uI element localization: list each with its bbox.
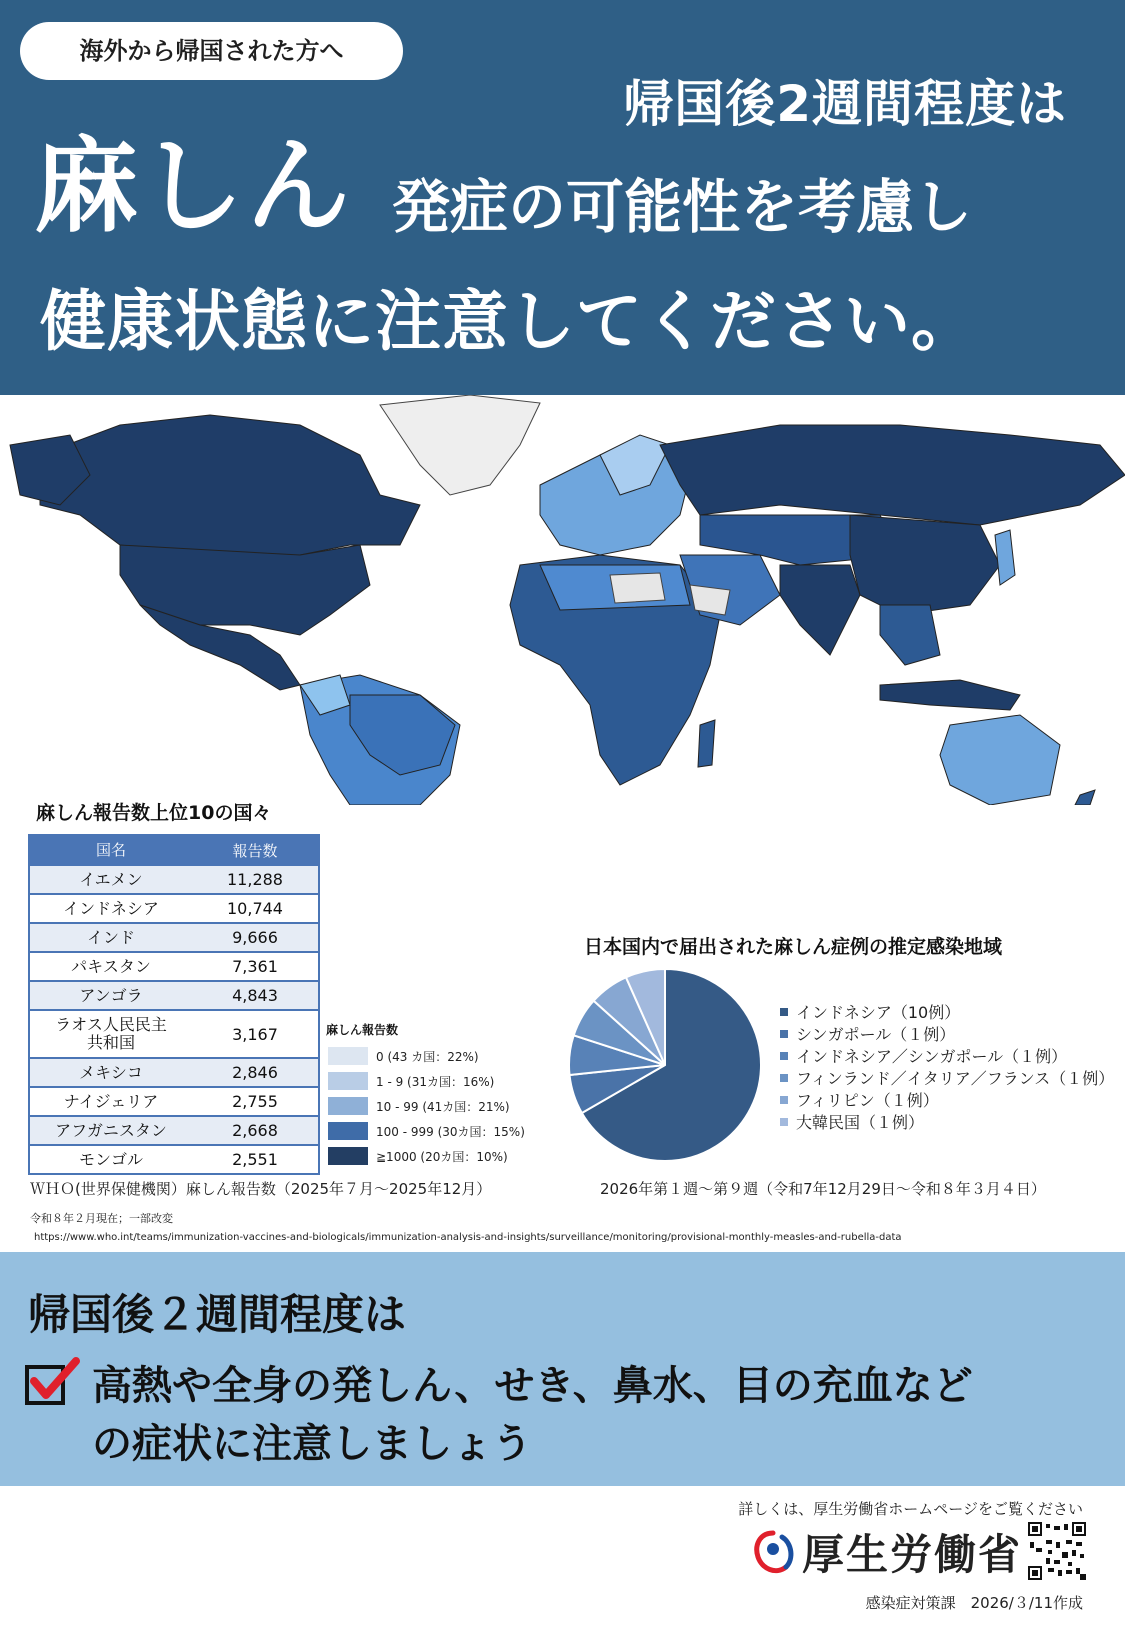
cell-count: 3,167 (232, 1024, 278, 1044)
top10-table (28, 834, 320, 1175)
pie-legend-swatch (780, 1030, 788, 1038)
cell-country: メキシコ (79, 1062, 143, 1082)
cell-count: 2,846 (232, 1063, 278, 1082)
cell-count: 2,755 (232, 1092, 278, 1111)
as-of-note: 令和８年２月現在；一部改変 (30, 1212, 173, 1225)
cell-country: モンゴル (78, 1149, 143, 1169)
table-row (30, 1088, 318, 1117)
legend-label: 1 - 9 (31カ国：16%) (376, 1074, 495, 1089)
pie-title: 日本国内で届出された麻しん症例の推定感染地域 (584, 936, 1003, 958)
pie-legend-swatch (780, 1096, 788, 1104)
pie-legend-label: インドネシア（10例） (796, 1003, 961, 1022)
cell-count: 4,843 (232, 986, 278, 1005)
table-row (30, 895, 318, 924)
map-legend-title: 麻しん報告数 (326, 1023, 399, 1037)
legend-label: 10 - 99 (41カ国：21%) (376, 1099, 510, 1114)
pie-legend-item (780, 1022, 955, 1045)
legend-swatch (328, 1072, 368, 1090)
map-new-zealand (1075, 790, 1095, 805)
headline-measles: 麻しん (34, 125, 353, 247)
audience-pill: 海外から帰国された方へ (20, 22, 403, 80)
cell-count: 7,361 (232, 957, 278, 976)
legend-swatch (328, 1097, 368, 1115)
table-row (30, 1146, 318, 1173)
pie-legend-item (780, 1066, 1114, 1089)
cell-count: 9,666 (232, 928, 278, 947)
cell-country: アンゴラ (79, 985, 143, 1005)
who-source-url: https://www.who.int/teams/immunization-vaccines-and-biologicals/immunization-analysis-and-insights/surveillance/monitoring/provisional-monthly-measles-and-rubella-data (34, 1232, 902, 1243)
table-row (30, 866, 318, 895)
pie-legend-label: フィンランド／イタリア／フランス（１例） (796, 1069, 1115, 1088)
pie-legend-label: 大韓民国（１例） (796, 1113, 925, 1132)
map-russia (660, 425, 1125, 525)
infection-region-pie (560, 960, 770, 1170)
pie-legend-label: フィリピン（１例） (796, 1091, 939, 1110)
table-title: 麻しん報告数上位10の国々 (36, 802, 272, 824)
cell-count: 2,668 (232, 1121, 278, 1140)
col-header-count: 報告数 (232, 841, 278, 860)
legend-swatch (328, 1122, 368, 1140)
who-source-caption: ＷＨＯ(世界保健機関）麻しん報告数（2025年７月～2025年12月） (30, 1180, 492, 1198)
qr-code-icon[interactable] (1028, 1522, 1086, 1580)
cell-country: イエメン (79, 869, 143, 889)
legend-item (328, 1146, 533, 1166)
map-canada (40, 415, 420, 555)
cell-count: 2,551 (232, 1150, 278, 1169)
cell-country: ナイジェリア (63, 1091, 159, 1111)
map-indonesia (880, 680, 1020, 710)
map-australia (940, 715, 1060, 805)
pie-legend-swatch (780, 1074, 788, 1082)
legend-label: ≧1000 (20カ国：10%) (376, 1149, 508, 1164)
footer-note: 詳しくは、厚生労働省ホームページをご覧ください (738, 1500, 1083, 1518)
map-india (780, 565, 860, 655)
checkbox-icon (24, 1355, 80, 1407)
cell-country: インドネシア (63, 898, 159, 918)
table-row (30, 1011, 318, 1059)
ministry-logo-icon (750, 1527, 796, 1577)
header-banner (0, 0, 1125, 395)
map-japan (995, 530, 1015, 585)
pie-legend-item (780, 1110, 924, 1133)
map-arabia-light (690, 585, 730, 615)
pie-period-caption: 2026年第１週～第９週（令和7年12月29日～令和８年３月４日） (600, 1180, 1046, 1198)
legend-item (328, 1121, 533, 1141)
headline-line1: 帰国後2週間程度は (623, 75, 1067, 133)
pie-legend-swatch (780, 1052, 788, 1060)
map-greenland (380, 395, 540, 495)
pie-legend-item (780, 1088, 939, 1111)
map-se-asia (880, 605, 940, 665)
band-heading: 帰国後２週間程度は (28, 1290, 407, 1339)
headline-line2: 発症の可能性を考慮し (392, 173, 973, 241)
cell-country: パキスタン (71, 956, 151, 976)
table-row (30, 982, 318, 1011)
ministry-name: 厚生労働省 (802, 1530, 1023, 1579)
table-row (30, 1059, 318, 1088)
cell-count: 10,744 (227, 899, 283, 918)
cell-country: アフガニスタン (55, 1120, 167, 1140)
legend-swatch (328, 1047, 368, 1065)
legend-label: 100 - 999 (30カ国：15%) (376, 1124, 525, 1139)
table-row (30, 953, 318, 982)
map-madagascar (698, 720, 715, 767)
table-header-row (30, 836, 318, 866)
cell-count: 11,288 (227, 870, 283, 889)
world-measles-map (0, 395, 1125, 805)
legend-item (328, 1046, 533, 1066)
pie-legend-swatch (780, 1008, 788, 1016)
table-row (30, 1117, 318, 1146)
cell-country: インド (86, 927, 135, 947)
map-sahara-light (610, 573, 665, 603)
footer-department: 感染症対策課 2026/３/11作成 (865, 1594, 1083, 1612)
cell-country: ラオス人民民主 共和国 (55, 1015, 167, 1052)
legend-swatch (328, 1147, 368, 1165)
pie-legend-label: シンガポール（１例） (796, 1025, 956, 1044)
legend-label: 0 (43 カ国：22%) (376, 1049, 479, 1064)
legend-item (328, 1096, 533, 1116)
col-header-country: 国名 (95, 841, 126, 859)
symptom-text-line1: 高熱や全身の発しん、せき、鼻水、目の充血など (92, 1363, 973, 1409)
pie-legend-item (780, 1000, 960, 1023)
symptom-text-line2: の症状に注意しましょう (92, 1421, 532, 1467)
map-china (850, 515, 1000, 615)
headline-line3: 健康状態に注意してください。 (40, 283, 978, 360)
legend-item (328, 1071, 533, 1091)
pie-legend-label: インドネシア／シンガポール（１例） (796, 1047, 1068, 1066)
pie-legend-swatch (780, 1118, 788, 1126)
table-row (30, 924, 318, 953)
pie-legend-item (780, 1044, 1067, 1067)
